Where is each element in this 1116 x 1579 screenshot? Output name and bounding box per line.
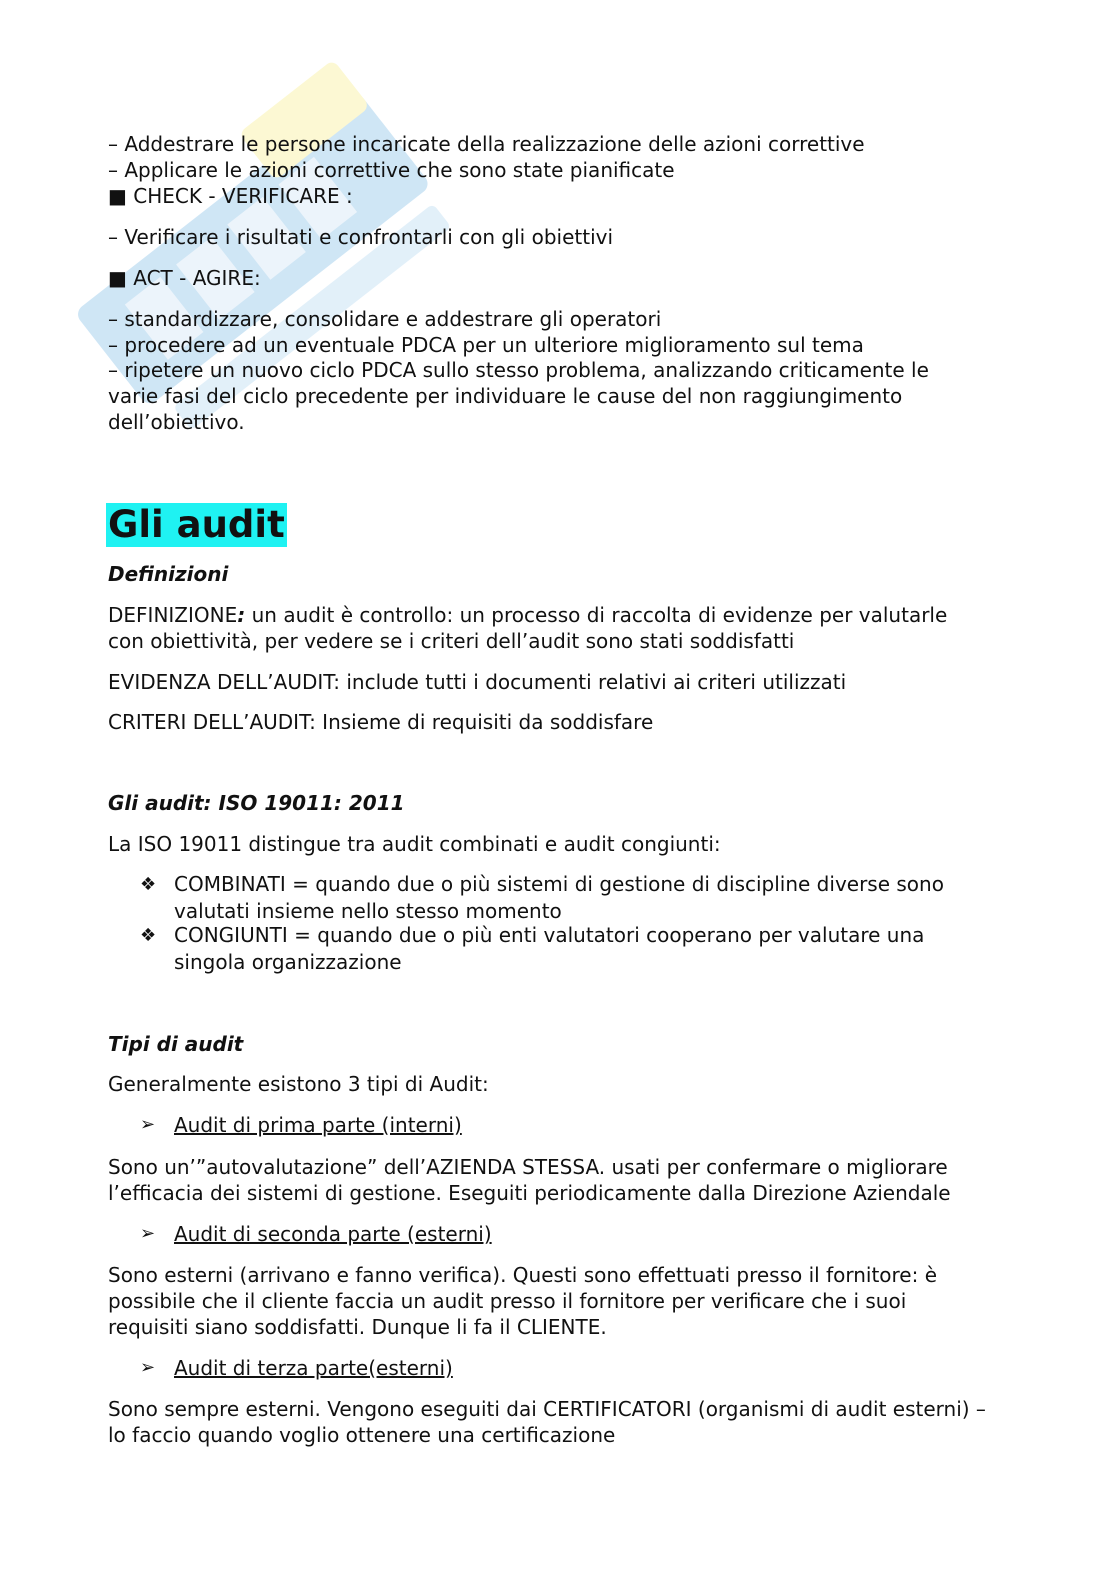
- arrow-bullet-icon: ➢: [140, 1114, 156, 1135]
- arrow-bullet-icon: ➢: [140, 1223, 156, 1244]
- definizione-label: DEFINIZIONE: [108, 603, 238, 627]
- iso-heading: Gli audit: ISO 19011: 2011: [108, 791, 405, 815]
- do-item-2: – Applicare le azioni correttive che sono state pianificate: [108, 158, 675, 182]
- do-item-1: – Addestrare le persone incaricate della realizzazione delle azioni correttive: [108, 132, 865, 156]
- act-item-1: – standardizzare, consolidare e addestrare gli operatori: [108, 307, 662, 331]
- evidenza-paragraph: EVIDENZA DELL’AUDIT: include tutti i documenti relativi ai criteri utilizzati: [108, 670, 847, 694]
- act-item-2: – procedere ad un eventuale PDCA per un ulteriore miglioramento sul tema: [108, 333, 864, 357]
- diamond-bullet-icon: ❖: [140, 925, 157, 946]
- check-item-1: – Verificare i risultati e confrontarli con gli obiettivi: [108, 225, 614, 249]
- definizione-paragraph: [108, 602, 988, 654]
- criteri-paragraph: CRITERI DELL’AUDIT: Insieme di requisiti da soddisfare: [108, 710, 654, 734]
- tipo-seconda-parte: Audit di seconda parte (esterni): [174, 1222, 492, 1246]
- tipo-prima-parte: Audit di prima parte (interni): [174, 1113, 462, 1137]
- iso-item-combinati: COMBINATI = quando due o più sistemi di gestione di discipline diverse sono valutati insieme nello stesso momento: [174, 872, 944, 923]
- tipo-seconda-parte-text: Sono esterni (arrivano e fanno verifica). Questi sono effettuati presso il fornitore: è possibile che il cliente faccia un audit presso il fornitore per verificare che i suoi requisiti siano soddisfatti. Dunque li fa il CLIENTE.: [108, 1263, 938, 1339]
- definizione-text: un audit è controllo: un processo di raccolta di evidenze per valutarle con obiettività, per vedere se i criteri dell’audit sono stati soddisfatti: [108, 603, 948, 653]
- tipo-terza-parte-text: Sono sempre esterni. Vengono eseguiti dai CERTIFICATORI (organismi di audit esterni) – lo faccio quando voglio ottenere una certificazione: [108, 1397, 986, 1447]
- tipo-terza-parte: Audit di terza parte(esterni): [174, 1356, 453, 1380]
- iso-item-congiunti: CONGIUNTI = quando due o più enti valutatori cooperano per valutare una singola organizzazione: [174, 923, 925, 974]
- check-title: ■ CHECK - VERIFICARE :: [108, 184, 353, 208]
- arrow-bullet-icon: ➢: [140, 1357, 156, 1378]
- act-title: ■ ACT - AGIRE:: [108, 266, 261, 290]
- tipi-heading: Tipi di audit: [108, 1032, 244, 1056]
- definizione-colon: :: [237, 603, 246, 627]
- iso-intro: La ISO 19011 distingue tra audit combinati e audit congiunti:: [108, 832, 721, 856]
- definizioni-heading: Definizioni: [108, 562, 229, 586]
- tipi-intro: Generalmente esistono 3 tipi di Audit:: [108, 1072, 489, 1096]
- act-item-3: – ripetere un nuovo ciclo PDCA sullo stesso problema, analizzando criticamente le varie fasi del ciclo precedente per individuare le cause del non raggiungimento dell’obiettivo.: [108, 358, 929, 434]
- page-title: Gli audit: [108, 503, 285, 546]
- diamond-bullet-icon: ❖: [140, 874, 157, 895]
- tipo-prima-parte-text: Sono un’”autovalutazione” dell’AZIENDA STESSA. usati per confermare o migliorare l’efficacia dei sistemi di gestione. Eseguiti periodicamente dalla Direzione Aziendale: [108, 1155, 951, 1205]
